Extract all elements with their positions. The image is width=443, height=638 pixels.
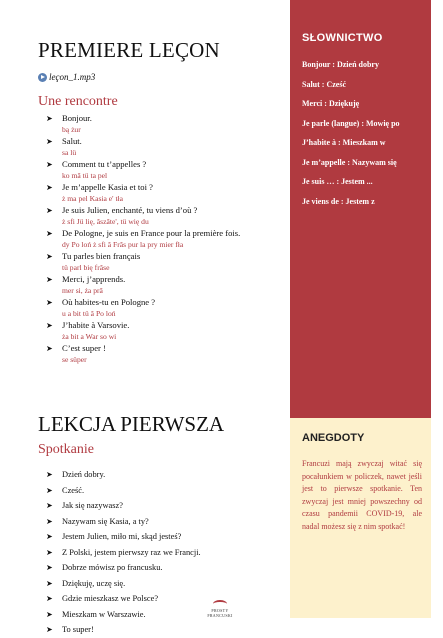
polish-text: Dzień dobry. bbox=[62, 470, 106, 479]
pronunciation-text: bą żur bbox=[62, 125, 81, 134]
arrow-bullet-icon: ➤ bbox=[46, 137, 53, 146]
french-text: Bonjour. bbox=[62, 113, 92, 123]
french-text: Où habites-tu en Pologne ? bbox=[62, 297, 156, 307]
french-text: Merci, j’apprends. bbox=[62, 274, 126, 284]
arrow-bullet-icon: ➤ bbox=[46, 344, 53, 353]
arrow-bullet-icon: ➤ bbox=[46, 160, 53, 169]
dialogue-line bbox=[46, 320, 286, 343]
polish-text: To super! bbox=[62, 625, 94, 634]
dialogue-line bbox=[46, 274, 286, 297]
arrow-bullet-icon: ➤ bbox=[46, 229, 53, 238]
pronunciation-text: tü parl bię frãse bbox=[62, 263, 110, 272]
brand-logo bbox=[200, 600, 240, 618]
pronunciation-text: ż sfi Jü lię, ãszãte', tü wię du bbox=[62, 217, 149, 226]
translation-line bbox=[46, 576, 201, 592]
polish-text: Dziękuję, uczę się. bbox=[62, 578, 126, 588]
pronunciation-text: mer si, ża prã bbox=[62, 286, 103, 295]
vocabulary-item: Merci : Dziękuję bbox=[302, 99, 360, 108]
arrow-bullet-icon: ➤ bbox=[46, 275, 53, 284]
arrow-bullet-icon: ➤ bbox=[46, 252, 53, 261]
translation-line bbox=[46, 529, 201, 545]
translation-line bbox=[46, 483, 201, 499]
vocabulary-item: Je parle (langue) : Mowię po bbox=[302, 118, 400, 128]
pronunciation-text: u a bit tü ã Po loń bbox=[62, 309, 116, 318]
vocabulary-item: Salut : Cześć bbox=[302, 79, 346, 89]
vocabulary-title: SŁOWNICTWO bbox=[302, 32, 383, 44]
anecdote-title: ANEGDOTY bbox=[302, 432, 365, 444]
arrow-bullet-icon: ➤ bbox=[46, 625, 53, 634]
french-text: C’est super ! bbox=[62, 343, 106, 353]
dialogue-line bbox=[46, 205, 286, 228]
translation-line bbox=[46, 514, 201, 530]
translation-line bbox=[46, 591, 201, 607]
arrow-bullet-icon: ➤ bbox=[46, 321, 53, 330]
polish-text: Mieszkam w Warszawie. bbox=[62, 609, 146, 619]
polish-text: Z Polski, jestem pierwszy raz we Francji. bbox=[62, 547, 201, 557]
french-text: Comment tu t’appelles ? bbox=[62, 159, 147, 169]
translation-subtitle: Spotkanie bbox=[38, 442, 94, 457]
translation-line bbox=[46, 622, 201, 638]
arrow-bullet-icon: ➤ bbox=[46, 516, 53, 526]
polish-text: Dobrze mówisz po francusku. bbox=[62, 563, 163, 572]
polish-text: Jestem Julien, miło mi, skąd jesteś? bbox=[62, 532, 182, 541]
arrow-bullet-icon: ➤ bbox=[46, 114, 53, 123]
dialogue-line bbox=[46, 159, 286, 182]
dialogue-list bbox=[46, 113, 286, 366]
lesson-title: PREMIERE LEÇON bbox=[38, 38, 220, 62]
pronunciation-text: sa lü bbox=[62, 148, 77, 157]
audio-file-name: leçon_1.mp3 bbox=[49, 72, 96, 82]
french-text: J’habite à Varsovie. bbox=[62, 320, 130, 330]
arrow-bullet-icon: ➤ bbox=[46, 609, 53, 619]
anecdote-text: Francuzi mają zwyczaj witać się pocałunkiem w policzek, nawet jeśli jest to pierwsze spotkanie. Ten zwyczaj jest mniej powszechny od czasu pandemii COVID-19, ale nadal możesz się z nim spotkać! bbox=[302, 459, 422, 531]
french-text: Je m’appelle Kasia et toi ? bbox=[62, 182, 153, 192]
arrow-bullet-icon: ➤ bbox=[46, 578, 53, 588]
sidebar bbox=[290, 0, 431, 629]
pronunciation-text: ż ma pel Kasia e' tła bbox=[62, 194, 124, 203]
vocabulary-item: Je suis … : Jestem ... bbox=[302, 177, 373, 186]
dialogue-line bbox=[46, 297, 286, 320]
vocabulary-item: Je viens de : Jestem z bbox=[302, 196, 375, 206]
translation-line bbox=[46, 560, 201, 576]
translation-title: LEKCJA PIERWSZA bbox=[38, 412, 225, 436]
dialogue-line bbox=[46, 182, 286, 205]
translation-line bbox=[46, 545, 201, 561]
arrow-bullet-icon: ➤ bbox=[46, 206, 53, 215]
dialogue-line bbox=[46, 343, 286, 366]
lesson-subtitle: Une rencontre bbox=[38, 94, 118, 109]
pronunciation-text: ko mã tü ta pel bbox=[62, 171, 108, 180]
polish-text: Nazywam się Kasia, a ty? bbox=[62, 516, 149, 526]
polish-text: Gdzie mieszkasz we Polsce? bbox=[62, 594, 159, 603]
audio-link[interactable] bbox=[38, 72, 95, 82]
arrow-bullet-icon: ➤ bbox=[46, 547, 53, 557]
translation-list bbox=[46, 467, 201, 638]
pronunciation-text: se süper bbox=[62, 355, 87, 364]
vocabulary-item: Je m’appelle : Nazywam się bbox=[302, 157, 397, 167]
arrow-bullet-icon: ➤ bbox=[46, 594, 53, 603]
logo-mark-icon bbox=[213, 600, 227, 608]
vocabulary-box bbox=[290, 0, 431, 418]
polish-text: Cześć. bbox=[62, 485, 85, 495]
logo-text: PROSTY FRANCUSKI bbox=[207, 608, 233, 618]
french-text: Salut. bbox=[62, 136, 82, 146]
translation-line bbox=[46, 467, 201, 483]
dialogue-line bbox=[46, 228, 286, 251]
vocabulary-item: Bonjour : Dzień dobry bbox=[302, 60, 379, 69]
arrow-bullet-icon: ➤ bbox=[46, 298, 53, 307]
pronunciation-text: dy Po loń ż sfi ã Frãs pur la pry mier fła bbox=[62, 240, 184, 249]
dialogue-line bbox=[46, 251, 286, 274]
arrow-bullet-icon: ➤ bbox=[46, 532, 53, 541]
arrow-bullet-icon: ➤ bbox=[46, 485, 53, 495]
arrow-bullet-icon: ➤ bbox=[46, 183, 53, 192]
french-text: Je suis Julien, enchanté, tu viens d’où ? bbox=[62, 205, 198, 215]
arrow-bullet-icon: ➤ bbox=[46, 563, 53, 572]
polish-text: Jak się nazywasz? bbox=[62, 501, 123, 510]
dialogue-line bbox=[46, 136, 286, 159]
arrow-bullet-icon: ➤ bbox=[46, 501, 53, 510]
vocabulary-item: J’habite à : Mieszkam w bbox=[302, 138, 386, 147]
french-text: Tu parles bien français bbox=[62, 251, 141, 261]
arrow-bullet-icon: ➤ bbox=[46, 470, 53, 479]
translation-line bbox=[46, 498, 201, 514]
anecdote-box bbox=[290, 418, 431, 618]
french-text: De Pologne, je suis en France pour la première fois. bbox=[62, 228, 241, 238]
pronunciation-text: ża bit a War so wi bbox=[62, 332, 117, 341]
audio-file-icon bbox=[38, 73, 47, 82]
translation-line bbox=[46, 607, 201, 623]
dialogue-line bbox=[46, 113, 286, 136]
